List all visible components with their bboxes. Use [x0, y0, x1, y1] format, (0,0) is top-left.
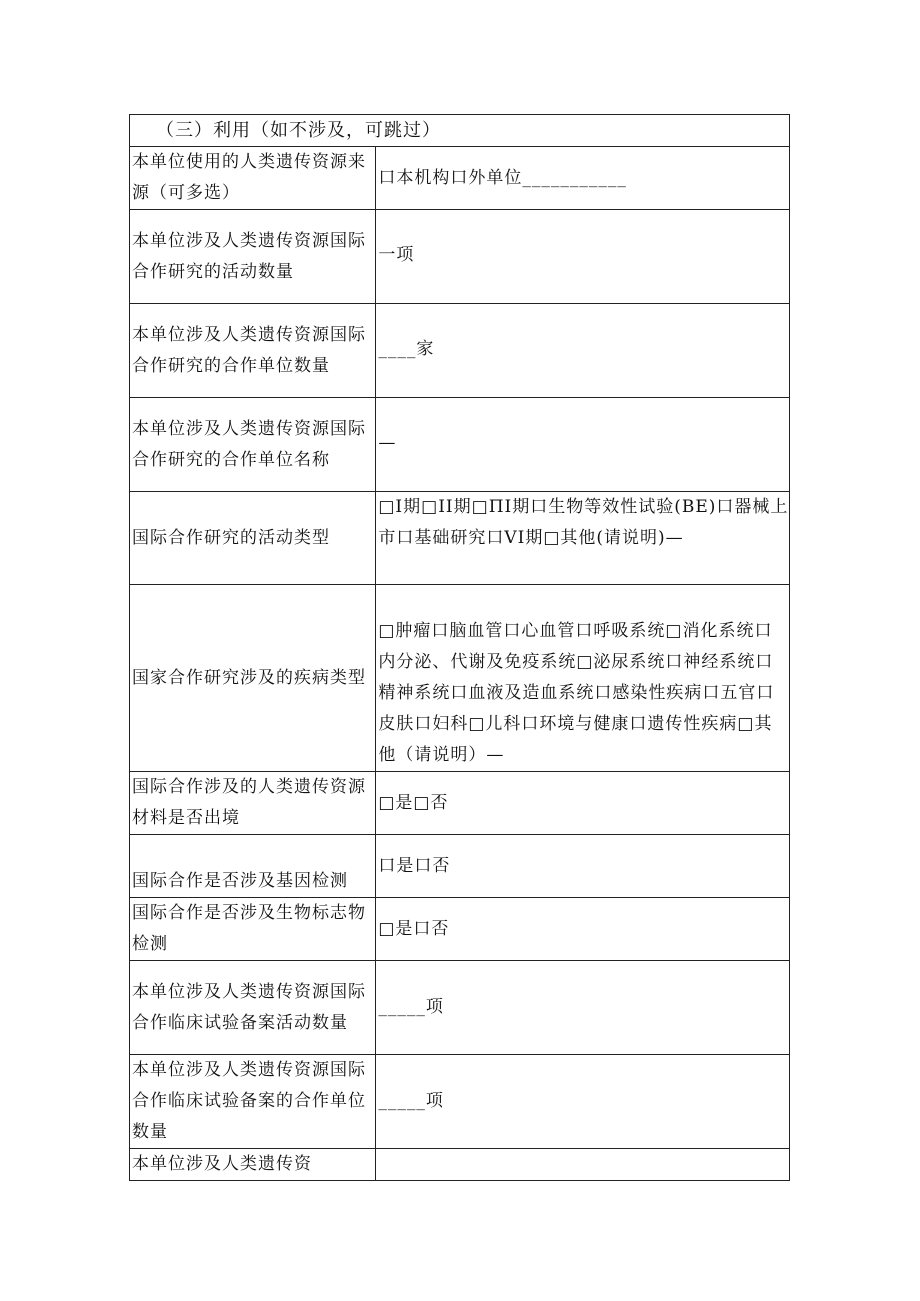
table-row [130, 585, 790, 772]
row-label-disease-type: 国家合作研究涉及的疾病类型 [130, 585, 376, 772]
table-row [130, 772, 790, 835]
table-row [130, 210, 790, 304]
table-row [130, 898, 790, 961]
table-row [130, 492, 790, 585]
table-row [130, 835, 790, 898]
row-value-material-export[interactable]: □是□否 [376, 772, 790, 835]
row-value-truncated[interactable] [376, 1149, 790, 1181]
row-label-trial-activity-count: 本单位涉及人类遗传资源国际合作临床试验备案活动数量 [130, 961, 376, 1055]
section-header-row [130, 115, 790, 147]
row-value-gene-test[interactable]: 口是口否 [376, 835, 790, 898]
row-label-partner-name: 本单位涉及人类遗传资源国际合作研究的合作单位名称 [130, 398, 376, 492]
table-row [130, 147, 790, 210]
row-value-activity-type[interactable]: □I期□II期□ΠI期口生物等效性试验(BE)口器械上市口基础研究口VI期□其他(请说明)— [376, 492, 790, 585]
section-title: （三）利用（如不涉及，可跳过） [130, 115, 790, 147]
table-row [130, 1055, 790, 1149]
row-label-gene-test: 国际合作是否涉及基因检测 [130, 835, 376, 898]
row-value-partner-name[interactable]: — [376, 398, 790, 492]
table-row [130, 961, 790, 1055]
row-label-source: 本单位使用的人类遗传资源来源（可多选） [130, 147, 376, 210]
table-row [130, 1149, 790, 1181]
row-label-partner-count: 本单位涉及人类遗传资源国际合作研究的合作单位数量 [130, 304, 376, 398]
row-value-activity-count[interactable]: 一项 [376, 210, 790, 304]
row-value-trial-activity-count[interactable]: _____项 [376, 961, 790, 1055]
row-value-source[interactable]: 口本机构口外单位___________ [376, 147, 790, 210]
row-value-partner-count[interactable]: ____家 [376, 304, 790, 398]
row-value-trial-partner-count[interactable]: _____项 [376, 1055, 790, 1149]
row-label-activity-count: 本单位涉及人类遗传资源国际合作研究的活动数量 [130, 210, 376, 304]
table-row [130, 304, 790, 398]
row-label-activity-type: 国际合作研究的活动类型 [130, 492, 376, 585]
utilization-form-table [129, 114, 790, 1181]
row-label-material-export: 国际合作涉及的人类遗传资源材料是否出境 [130, 772, 376, 835]
row-label-truncated: 本单位涉及人类遗传资 [130, 1149, 376, 1181]
row-label-trial-partner-count: 本单位涉及人类遗传资源国际合作临床试验备案的合作单位数量 [130, 1055, 376, 1149]
table-row [130, 398, 790, 492]
row-value-biomarker-test[interactable]: □是口否 [376, 898, 790, 961]
row-value-disease-type[interactable]: □肿瘤口脑血管口心血管口呼吸系统□消化系统口内分泌、代谢及免疫系统□泌尿系统口神经系统口精神系统口血液及造血系统口感染性疾病口五官口皮肤口妇科□儿科口环境与健康口遗传性疾病□其他（请说明）— [376, 585, 790, 772]
row-label-biomarker-test: 国际合作是否涉及生物标志物检测 [130, 898, 376, 961]
